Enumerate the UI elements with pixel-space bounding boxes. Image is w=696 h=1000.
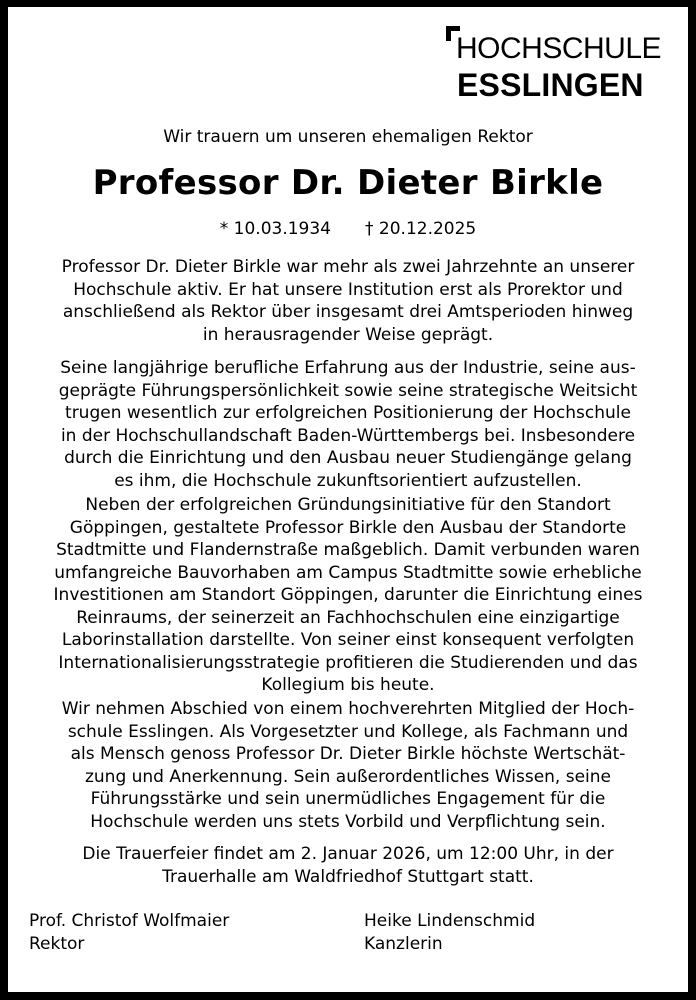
text-line: Göppingen, gestaltete Professor Birkle den Ausbau der Standorte bbox=[69, 517, 627, 538]
text-line: zung und Anerkennung. Sein außerordentliches Wissen, seine bbox=[84, 766, 612, 787]
text-line: Internationalisierungsstrategie profitieren die Studierenden und das bbox=[58, 652, 638, 673]
text-line: Führungsstärke und sein unermüdliches Engagement für die bbox=[90, 789, 606, 809]
paragraph-career bbox=[22, 256, 674, 346]
text-line: Seine langjährige berufliche Erfahrung aus der Industrie, seine aus- bbox=[60, 358, 636, 378]
birth-date: * 10.03.1934 bbox=[219, 219, 331, 239]
text-line: als Mensch genoss Professor Dr. Dieter Birkle höchste Wertschät- bbox=[70, 744, 626, 764]
text-line: Wir nehmen Abschied von einem hochverehrten Mitglied der Hoch- bbox=[61, 699, 635, 719]
text-line: Hochschule aktiv. Er hat unsere Institution erst als Prorektor und bbox=[73, 279, 623, 300]
text-line: Stadtmitte und Flandernstraße maßgeblich. Damit verbunden waren bbox=[56, 540, 640, 560]
life-dates bbox=[0, 218, 696, 240]
paragraph-funeral bbox=[22, 843, 674, 888]
text-line: es ihm, die Hochschule zukunftsorientiert aufzustellen. bbox=[114, 470, 582, 491]
text-line: geprägte Führungspersönlichkeit sowie seine strategische Weitsicht bbox=[58, 380, 638, 401]
text-line: in herausragender Weise geprägt. bbox=[202, 324, 494, 345]
text-line: Trauerhalle am Waldfriedhof Stuttgart statt. bbox=[162, 866, 534, 887]
paragraph-achievements bbox=[22, 357, 674, 492]
signature-name: Prof. Christof Wolfmaier bbox=[29, 911, 230, 931]
text-line: Reinraums, der seinerzeit an Fachhochschulen eine einzigartige bbox=[76, 607, 620, 628]
text-line: Neben der erfolgreichen Gründungsinitiative für den Standort bbox=[85, 495, 611, 515]
text-line: Die Trauerfeier findet am 2. Januar 2026, um 12:00 Uhr, in der bbox=[82, 844, 614, 864]
university-logo bbox=[446, 26, 668, 102]
logo-text-line1: HOCHSCHULE bbox=[456, 32, 662, 65]
paragraph-campus bbox=[22, 494, 674, 697]
text-line: trugen wesentlich zur erfolgreichen Positionierung der Hochschule bbox=[65, 403, 631, 423]
signature-title: Rektor bbox=[29, 933, 85, 954]
text-line: schule Esslingen. Als Vorgesetzter und Kollege, als Fachmann und bbox=[67, 721, 629, 742]
intro-line: Wir trauern um unseren ehemaligen Rektor bbox=[163, 127, 533, 147]
logo-text-line2: ESSLINGEN bbox=[457, 67, 644, 103]
deceased-name: Professor Dr. Dieter Birkle bbox=[92, 163, 604, 203]
text-line: durch die Einrichtung und den Ausbau neuer Studiengänge gelang bbox=[64, 448, 632, 468]
paragraph-farewell bbox=[22, 698, 674, 833]
signature-title: Kanzlerin bbox=[364, 933, 443, 954]
death-date: † 20.12.2025 bbox=[365, 219, 477, 239]
text-line: Kollegium bis heute. bbox=[261, 675, 435, 695]
signature-name: Heike Lindenschmid bbox=[364, 911, 536, 931]
text-line: Investitionen am Standort Göppingen, darunter die Einrichtung eines bbox=[53, 585, 643, 605]
text-line: umfangreiche Bauvorhaben am Campus Stadtmitte sowie erhebliche bbox=[54, 562, 642, 583]
text-line: Professor Dr. Dieter Birkle war mehr als zwei Jahrzehnte an unserer bbox=[61, 257, 635, 277]
text-line: in der Hochschullandschaft Baden-Württembergs bei. Insbesondere bbox=[60, 425, 636, 446]
signature-rector bbox=[29, 910, 229, 955]
text-line: Hochschule werden uns stets Vorbild und Verpflichtung sein. bbox=[90, 811, 606, 832]
signature-chancellor bbox=[364, 910, 535, 955]
text-line: Laborinstallation darstellte. Von seiner einst konsequent verfolgten bbox=[61, 630, 635, 650]
text-line: anschließend als Rektor über insgesamt drei Amtsperioden hinweg bbox=[62, 302, 634, 322]
